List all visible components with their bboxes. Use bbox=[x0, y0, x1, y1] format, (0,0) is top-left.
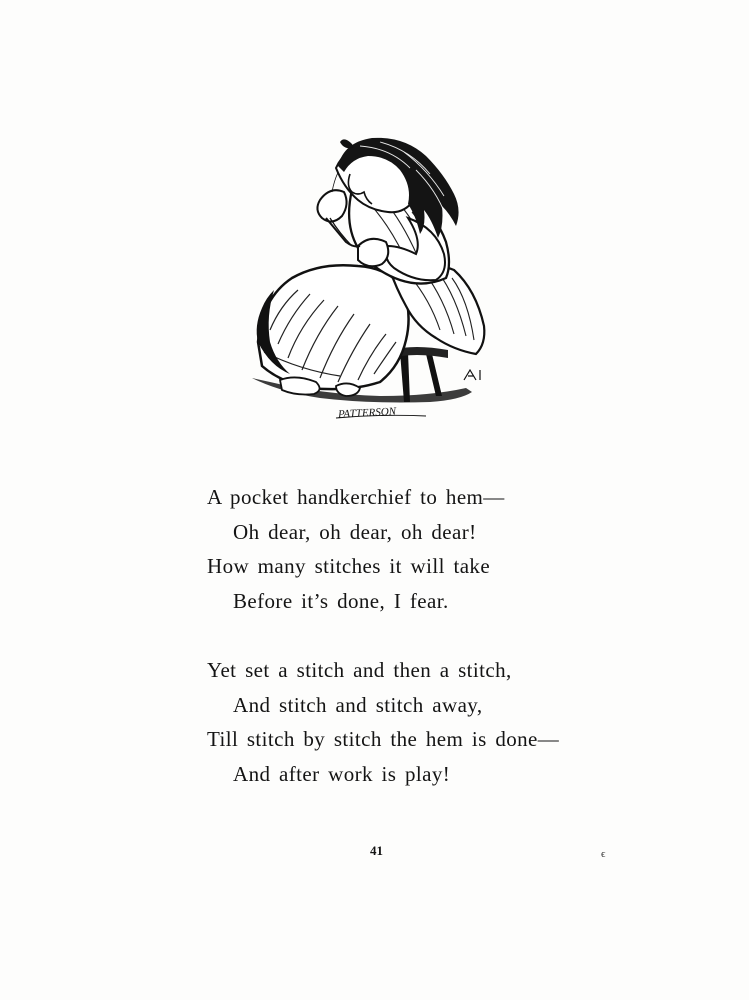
poem-line: And after work is play! bbox=[233, 761, 451, 786]
girl-sewing-illustration bbox=[240, 130, 510, 430]
stray-mark: ϵ bbox=[601, 848, 606, 860]
poem-line: How many stitches it will take bbox=[207, 554, 491, 578]
poem-line: And stitch and stitch away, bbox=[233, 692, 483, 717]
poem-line: Oh dear, oh dear, oh dear! bbox=[233, 519, 477, 544]
stanza-1 bbox=[207, 480, 687, 618]
stanza-2 bbox=[207, 653, 687, 791]
poem bbox=[207, 480, 687, 826]
poem-line: Till stitch by stitch the hem is done— bbox=[207, 727, 560, 751]
poem-line: Yet set a stitch and then a stitch, bbox=[207, 658, 512, 682]
page-number: 41 bbox=[370, 843, 383, 858]
poem-line: Before it’s done, I fear. bbox=[233, 588, 449, 613]
poem-line: A pocket handkerchief to hem— bbox=[207, 485, 505, 509]
engraving-image bbox=[240, 130, 510, 430]
artist-signature: PATTERSON bbox=[337, 405, 397, 421]
